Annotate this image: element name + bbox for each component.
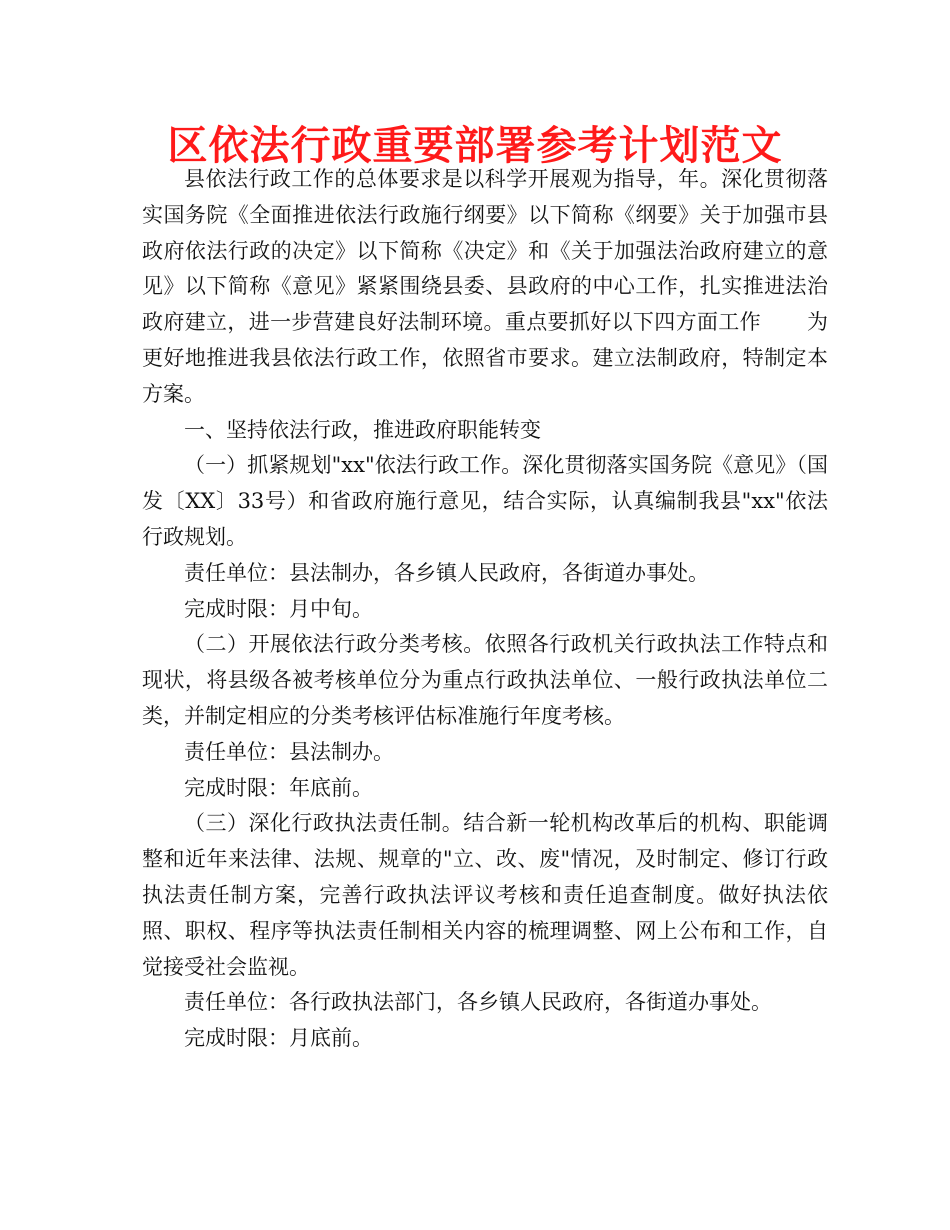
- item2-paragraph: （二）开展依法行政分类考核。依照各行政机关行政执法工作特点和现状，将县级各被考核单位分为重点行政执法单位、一般行政执法单位二类，并制定相应的分类考核评估标准施行年度考核。: [142, 632, 828, 728]
- item3-paragraph: （三）深化行政执法责任制。结合新一轮机构改革后的机构、职能调整和近年来法律、法规、规章的"立、改、废"情况，及时制定、修订行政执法责任制方案，完善行政执法评议考核和责任追查制度。做好执法依照、职权、程序等执法责任制相关内容的梳理调整、网上公布和工作，自觉接受社会监视。: [142, 811, 828, 979]
- item1-deadline: 完成时限：月中旬。: [184, 596, 373, 621]
- item2-deadline: 完成时限：年底前。: [184, 775, 373, 800]
- item3-responsible: 责任单位：各行政执法部门，各乡镇人民政府，各街道办事处。: [184, 990, 772, 1015]
- intro-text-b: 为更好地推进我县依法行政工作，依照省市要求。建立法制政府，特制定本方案。: [142, 310, 828, 406]
- section1-heading: 一、坚持依法行政，推进政府职能转变: [184, 417, 541, 442]
- item1-paragraph: （一）抓紧规划"xx"依法行政工作。深化贯彻落实国务院《意见》（国发〔XX〕33号）和省政府施行意见，结合实际，认真编制我县"xx"依法行政规划。: [142, 453, 828, 549]
- intro-paragraph: [142, 162, 828, 413]
- item3-deadline: 完成时限：月底前。: [184, 1026, 373, 1051]
- item2-responsible: 责任单位：县法制办。: [184, 739, 394, 764]
- document-body: [142, 162, 828, 1057]
- intro-text-a: 县依法行政工作的总体要求是以科学开展观为指导，年。深化贯彻落实国务院《全面推进依法行政施行纲要》以下简称《纲要》关于加强市县政府依法行政的决定》以下简称《决定》和《关于加强法治政府建立的意见》以下简称《意见》紧紧围绕县委、县政府的中心工作，扎实推进法治政府建立，进一步营建良好法制环境。重点要抓好以下四方面工作: [142, 167, 828, 335]
- item1-responsible: 责任单位：县法制办，各乡镇人民政府，各街道办事处。: [184, 560, 709, 585]
- document-title: 区依法行政重要部署参考计划范文: [167, 123, 783, 169]
